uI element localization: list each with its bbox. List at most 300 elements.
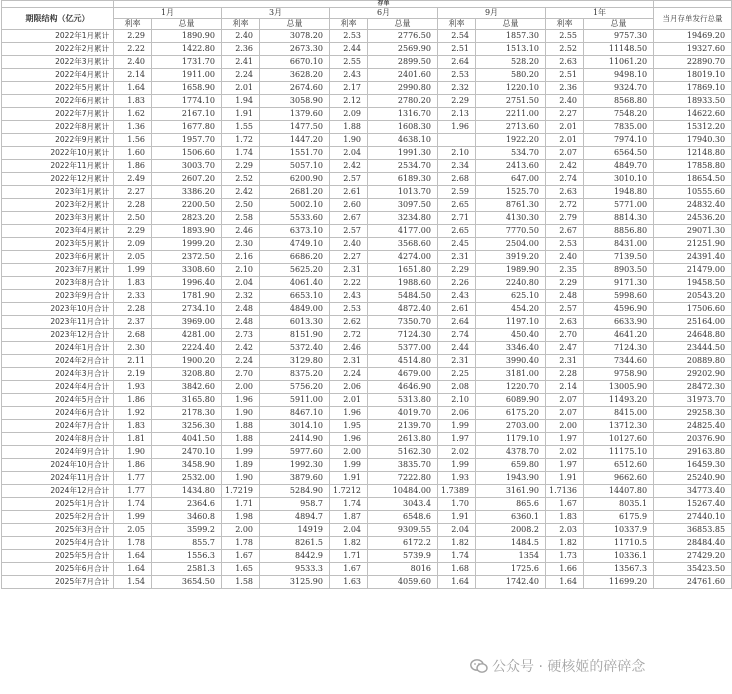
volume-cell: 1996.40 <box>152 277 222 290</box>
period-label: 2023年3月累计 <box>2 212 114 225</box>
volume-cell: 4749.10 <box>260 238 330 251</box>
rate-cell: 2.31 <box>438 355 476 368</box>
volume-cell: 1608.30 <box>368 121 438 134</box>
rate-cell: 1.99 <box>330 459 368 472</box>
table-row <box>2 537 732 550</box>
rate-cell: 1.91 <box>330 472 368 485</box>
volume-cell: 9498.10 <box>584 69 654 82</box>
monthly-total-cell: 14622.60 <box>654 108 732 121</box>
rate-cell: 2.02 <box>438 446 476 459</box>
volume-cell: 2534.70 <box>368 160 438 173</box>
volume-cell: 5911.00 <box>260 394 330 407</box>
volume-cell: 1434.80 <box>152 485 222 498</box>
monthly-total-cell: 27429.20 <box>654 550 732 563</box>
rate-cell: 1.99 <box>114 511 152 524</box>
rate-cell: 2.29 <box>438 95 476 108</box>
wechat-icon <box>470 658 488 674</box>
rate-cell: 1.73 <box>546 550 584 563</box>
rate-cell: 1.74 <box>222 147 260 160</box>
rate-cell: 1.71 <box>222 498 260 511</box>
volume-cell: 6172.2 <box>368 537 438 550</box>
rate-cell: 2.40 <box>546 251 584 264</box>
period-label: 2022年8月累计 <box>2 121 114 134</box>
table-row <box>2 251 732 264</box>
volume-cell: 1911.00 <box>152 69 222 82</box>
volume-cell: 4641.20 <box>584 329 654 342</box>
rate-cell: 2.58 <box>222 212 260 225</box>
volume-cell: 2178.30 <box>152 407 222 420</box>
rate-cell: 1.93 <box>114 381 152 394</box>
monthly-total-cell: 25240.90 <box>654 472 732 485</box>
monthly-total-cell: 20376.90 <box>654 433 732 446</box>
rate-cell: 1.7136 <box>546 485 584 498</box>
rate-cell: 2.74 <box>438 329 476 342</box>
period-label: 2024年9月合计 <box>2 446 114 459</box>
table-row <box>2 511 732 524</box>
rate-cell: 2.25 <box>438 368 476 381</box>
rate-cell: 1.98 <box>222 511 260 524</box>
rate-cell: 1.93 <box>438 472 476 485</box>
watermark <box>470 655 645 677</box>
volume-cell: 8568.80 <box>584 95 654 108</box>
rate-cell: 2.61 <box>330 186 368 199</box>
rate-cell: 2.55 <box>330 56 368 69</box>
rate-cell: 1.64 <box>114 82 152 95</box>
monthly-total-cell: 22890.70 <box>654 56 732 69</box>
rate-cell: 1.78 <box>114 537 152 550</box>
period-label: 2024年7月合计 <box>2 420 114 433</box>
rate-cell: 2.06 <box>438 407 476 420</box>
rate-cell: 2.46 <box>222 225 260 238</box>
period-label: 2024年12月合计 <box>2 485 114 498</box>
term-header-6m: 6月 <box>330 8 438 19</box>
rate-cell: 2.42 <box>222 186 260 199</box>
volume-cell: 3010.10 <box>584 173 654 186</box>
volume-cell: 13567.3 <box>584 563 654 576</box>
rate-cell: 1.99 <box>438 420 476 433</box>
table-row <box>2 394 732 407</box>
rate-cell: 2.40 <box>222 30 260 43</box>
table-row <box>2 420 732 433</box>
volume-cell: 3078.20 <box>260 30 330 43</box>
volume-cell: 6548.6 <box>368 511 438 524</box>
table-row <box>2 30 732 43</box>
table-row <box>2 225 732 238</box>
volume-cell: 1525.70 <box>476 186 546 199</box>
volume-cell: 1354 <box>476 550 546 563</box>
volume-cell: 3460.8 <box>152 511 222 524</box>
rate-cell: 1.83 <box>114 277 152 290</box>
table-row <box>2 264 732 277</box>
volume-cell: 7974.10 <box>584 134 654 147</box>
period-label: 2022年6月累计 <box>2 95 114 108</box>
monthly-total-cell: 29202.90 <box>654 368 732 381</box>
rate-cell: 2.01 <box>546 134 584 147</box>
volume-cell: 1922.20 <box>476 134 546 147</box>
rate-cell: 2.32 <box>438 82 476 95</box>
monthly-total-cell: 17869.10 <box>654 82 732 95</box>
volume-cell: 5313.80 <box>368 394 438 407</box>
volume-cell: 13712.30 <box>584 420 654 433</box>
table-row <box>2 290 732 303</box>
rate-cell: 2.63 <box>546 316 584 329</box>
rate-cell: 2.19 <box>114 368 152 381</box>
rate-cell: 2.36 <box>222 43 260 56</box>
volume-cell: 4019.70 <box>368 407 438 420</box>
volume-cell: 4061.40 <box>260 277 330 290</box>
volume-cell: 6175.9 <box>584 511 654 524</box>
volume-cell: 6633.90 <box>584 316 654 329</box>
monthly-total-cell: 18933.50 <box>654 95 732 108</box>
rate-cell: 2.67 <box>330 212 368 225</box>
table-row <box>2 498 732 511</box>
volume-cell: 3990.40 <box>476 355 546 368</box>
rate-cell: 1.94 <box>222 95 260 108</box>
monthly-total-cell: 17940.30 <box>654 134 732 147</box>
rate-cell: 1.91 <box>546 472 584 485</box>
volume-cell: 8761.30 <box>476 199 546 212</box>
volume-cell: 10336.1 <box>584 550 654 563</box>
rate-cell: 2.65 <box>438 199 476 212</box>
volume-cell: 9533.3 <box>260 563 330 576</box>
volume-cell: 5484.50 <box>368 290 438 303</box>
table-row <box>2 550 732 563</box>
volume-cell: 2364.6 <box>152 498 222 511</box>
table-row <box>2 69 732 82</box>
rate-cell: 2.70 <box>222 368 260 381</box>
rate-cell: 1.74 <box>330 498 368 511</box>
table-row <box>2 95 732 108</box>
term-header-row <box>2 8 732 19</box>
volume-cell: 6360.1 <box>476 511 546 524</box>
volume-cell: 2167.10 <box>152 108 222 121</box>
monthly-total-cell: 28472.30 <box>654 381 732 394</box>
volume-cell: 1991.30 <box>368 147 438 160</box>
rate-cell: 2.08 <box>438 381 476 394</box>
monthly-total-cell: 24825.40 <box>654 420 732 433</box>
table-row <box>2 147 732 160</box>
volume-cell: 6089.90 <box>476 394 546 407</box>
rate-cell: 1.7389 <box>438 485 476 498</box>
period-label: 2024年4月合计 <box>2 381 114 394</box>
volume-cell: 1316.70 <box>368 108 438 121</box>
rate-cell: 1.97 <box>438 433 476 446</box>
monthly-total-cell: 18654.50 <box>654 173 732 186</box>
rate-cell: 2.63 <box>546 186 584 199</box>
rate-cell: 2.48 <box>222 303 260 316</box>
table-row <box>2 472 732 485</box>
volume-cell: 2532.00 <box>152 472 222 485</box>
volume-cell: 9662.60 <box>584 472 654 485</box>
rate-cell: 2.40 <box>330 238 368 251</box>
rate-cell: 2.31 <box>546 355 584 368</box>
volume-cell: 5977.60 <box>260 446 330 459</box>
volume-cell: 1220.10 <box>476 82 546 95</box>
rate-cell <box>438 134 476 147</box>
rate-cell: 1.88 <box>222 420 260 433</box>
rate-cell: 2.32 <box>222 290 260 303</box>
volume-cell: 8467.10 <box>260 407 330 420</box>
monthly-total-cell: 15267.40 <box>654 498 732 511</box>
volume-cell: 2200.50 <box>152 199 222 212</box>
rate-cell: 2.52 <box>546 43 584 56</box>
table-row <box>2 303 732 316</box>
period-label: 2025年4月合计 <box>2 537 114 550</box>
rate-cell: 2.29 <box>438 264 476 277</box>
rate-cell: 2.16 <box>222 251 260 264</box>
volume-cell: 7350.70 <box>368 316 438 329</box>
rate-cell: 2.43 <box>330 69 368 82</box>
volume-cell: 2139.70 <box>368 420 438 433</box>
rate-cell: 1.96 <box>330 407 368 420</box>
rate-cell: 2.42 <box>330 160 368 173</box>
volume-cell: 1220.70 <box>476 381 546 394</box>
volume-cell: 2569.90 <box>368 43 438 56</box>
volume-cell: 6175.20 <box>476 407 546 420</box>
ncd-term-structure-table <box>1 0 732 589</box>
monthly-total-cell: 29163.80 <box>654 446 732 459</box>
title-row <box>2 1 732 8</box>
table-row <box>2 316 732 329</box>
period-label: 2023年10月合计 <box>2 303 114 316</box>
rate-cell: 2.26 <box>438 277 476 290</box>
volume-cell: 1943.90 <box>476 472 546 485</box>
rate-cell: 1.83 <box>546 511 584 524</box>
rate-cell: 2.24 <box>222 69 260 82</box>
volume-cell: 6200.90 <box>260 173 330 186</box>
rate-cell: 2.53 <box>330 30 368 43</box>
rate-cell: 1.65 <box>222 563 260 576</box>
monthly-total-cell: 20889.80 <box>654 355 732 368</box>
volume-cell: 2751.50 <box>476 95 546 108</box>
volume-cell: 2734.10 <box>152 303 222 316</box>
table-row <box>2 173 732 186</box>
volume-cell: 7770.50 <box>476 225 546 238</box>
volume-cell: 1992.30 <box>260 459 330 472</box>
period-label: 2022年10月累计 <box>2 147 114 160</box>
rate-cell: 2.45 <box>438 238 476 251</box>
rate-cell: 1.90 <box>114 446 152 459</box>
volume-cell: 1677.80 <box>152 121 222 134</box>
volume-cell: 5625.20 <box>260 264 330 277</box>
volume-cell: 2211.00 <box>476 108 546 121</box>
rate-cell: 2.02 <box>546 446 584 459</box>
volume-cell: 1556.3 <box>152 550 222 563</box>
rate-cell: 2.03 <box>546 524 584 537</box>
rate-cell: 2.51 <box>546 69 584 82</box>
term-header-1m: 1月 <box>114 8 222 19</box>
volume-cell: 11710.5 <box>584 537 654 550</box>
volume-cell: 8856.80 <box>584 225 654 238</box>
period-label: 2022年1月累计 <box>2 30 114 43</box>
rate-cell: 1.96 <box>330 433 368 446</box>
volume-cell: 13005.90 <box>584 381 654 394</box>
rate-cell: 1.58 <box>222 576 260 589</box>
volume-cell: 2240.80 <box>476 277 546 290</box>
volume-cell: 3458.90 <box>152 459 222 472</box>
volume-cell: 4041.50 <box>152 433 222 446</box>
volume-cell: 3835.70 <box>368 459 438 472</box>
rate-cell: 1.86 <box>114 160 152 173</box>
volume-cell: 1551.70 <box>260 147 330 160</box>
volume-cell: 1999.20 <box>152 238 222 251</box>
rate-cell: 1.99 <box>222 446 260 459</box>
volume-cell: 1484.5 <box>476 537 546 550</box>
rate-header: 利率 <box>114 19 152 30</box>
volume-cell: 1379.60 <box>260 108 330 121</box>
monthly-total-cell: 21479.00 <box>654 264 732 277</box>
volume-cell: 647.00 <box>476 173 546 186</box>
volume-cell: 3628.20 <box>260 69 330 82</box>
volume-cell: 6013.30 <box>260 316 330 329</box>
rate-cell: 1.96 <box>438 121 476 134</box>
volume-cell: 4646.90 <box>368 381 438 394</box>
rate-cell: 1.90 <box>222 472 260 485</box>
volume-cell: 2401.60 <box>368 69 438 82</box>
monthly-total-cell: 21251.90 <box>654 238 732 251</box>
rate-cell: 2.71 <box>438 212 476 225</box>
term-header-3m: 3月 <box>222 8 330 19</box>
term-header-9m: 9月 <box>438 8 546 19</box>
volume-cell: 1857.30 <box>476 30 546 43</box>
period-label: 2022年9月累计 <box>2 134 114 147</box>
volume-cell: 1658.90 <box>152 82 222 95</box>
rate-cell: 2.06 <box>330 381 368 394</box>
rate-cell: 2.49 <box>114 173 152 186</box>
rate-cell: 1.88 <box>330 121 368 134</box>
volume-cell: 9171.30 <box>584 277 654 290</box>
rate-cell: 2.24 <box>222 355 260 368</box>
period-label: 2024年2月合计 <box>2 355 114 368</box>
monthly-total-cell: 24761.60 <box>654 576 732 589</box>
volume-cell: 2780.20 <box>368 95 438 108</box>
volume-cell: 6686.20 <box>260 251 330 264</box>
rate-cell: 1.90 <box>222 407 260 420</box>
rate-cell: 2.70 <box>546 329 584 342</box>
rate-cell: 2.07 <box>546 394 584 407</box>
volume-cell: 8415.00 <box>584 407 654 420</box>
rate-cell: 2.05 <box>114 524 152 537</box>
volume-cell: 6653.10 <box>260 290 330 303</box>
volume-cell: 4130.30 <box>476 212 546 225</box>
monthly-total-cell: 28484.40 <box>654 537 732 550</box>
rate-cell: 1.64 <box>114 563 152 576</box>
volume-cell: 3003.70 <box>152 160 222 173</box>
monthly-total-cell: 24391.40 <box>654 251 732 264</box>
volume-cell: 2470.10 <box>152 446 222 459</box>
rate-cell: 2.67 <box>546 225 584 238</box>
rate-cell: 2.50 <box>222 199 260 212</box>
volume-cell: 5756.20 <box>260 381 330 394</box>
period-label: 2025年3月合计 <box>2 524 114 537</box>
rate-cell: 2.74 <box>546 173 584 186</box>
period-label: 2023年7月累计 <box>2 264 114 277</box>
monthly-total-cell: 34773.40 <box>654 485 732 498</box>
volume-cell: 9309.55 <box>368 524 438 537</box>
volume-cell: 3346.40 <box>476 342 546 355</box>
table-row <box>2 459 732 472</box>
volume-cell: 450.40 <box>476 329 546 342</box>
volume-cell: 1781.90 <box>152 290 222 303</box>
table-title: 存单 <box>114 1 654 8</box>
table-row <box>2 186 732 199</box>
volume-cell: 4872.40 <box>368 303 438 316</box>
volume-cell: 4177.00 <box>368 225 438 238</box>
rate-cell: 2.33 <box>114 290 152 303</box>
monthly-total-cell: 16459.30 <box>654 459 732 472</box>
rate-cell: 2.73 <box>222 329 260 342</box>
volume-cell: 11148.50 <box>584 43 654 56</box>
period-label: 2025年5月合计 <box>2 550 114 563</box>
volume-cell: 1506.60 <box>152 147 222 160</box>
rate-cell: 2.04 <box>438 524 476 537</box>
monthly-total-cell: 36853.85 <box>654 524 732 537</box>
table-row <box>2 238 732 251</box>
volume-cell: 5057.10 <box>260 160 330 173</box>
rate-cell: 2.36 <box>546 82 584 95</box>
rate-cell: 2.44 <box>330 43 368 56</box>
rate-cell: 1.74 <box>114 498 152 511</box>
monthly-total-cell: 15312.20 <box>654 121 732 134</box>
rate-cell: 2.57 <box>330 225 368 238</box>
monthly-total-cell: 24648.80 <box>654 329 732 342</box>
rate-cell: 1.56 <box>114 134 152 147</box>
rate-cell: 1.72 <box>222 134 260 147</box>
volume-cell: 8151.90 <box>260 329 330 342</box>
rate-cell: 2.53 <box>438 69 476 82</box>
table-row <box>2 212 732 225</box>
volume-cell: 14919 <box>260 524 330 537</box>
volume-cell: 958.7 <box>260 498 330 511</box>
table-row <box>2 433 732 446</box>
rate-cell: 1.54 <box>114 576 152 589</box>
rate-cell: 2.57 <box>546 303 584 316</box>
volume-cell: 8431.00 <box>584 238 654 251</box>
volume-cell: 6373.10 <box>260 225 330 238</box>
volume-cell: 1447.20 <box>260 134 330 147</box>
volume-cell: 2372.50 <box>152 251 222 264</box>
volume-cell: 3014.10 <box>260 420 330 433</box>
volume-cell: 3208.80 <box>152 368 222 381</box>
rate-cell: 1.64 <box>546 576 584 589</box>
rate-cell: 2.61 <box>438 303 476 316</box>
rate-cell: 2.59 <box>438 186 476 199</box>
rate-cell: 1.60 <box>114 147 152 160</box>
monthly-total-cell: 19327.60 <box>654 43 732 56</box>
volume-cell: 7139.50 <box>584 251 654 264</box>
period-label: 2022年3月累计 <box>2 56 114 69</box>
volume-cell: 6512.60 <box>584 459 654 472</box>
volume-cell: 3308.60 <box>152 264 222 277</box>
period-label: 2025年1月合计 <box>2 498 114 511</box>
volume-cell: 4679.00 <box>368 368 438 381</box>
rate-cell: 2.29 <box>546 277 584 290</box>
volume-cell: 11493.20 <box>584 394 654 407</box>
volume-cell: 865.6 <box>476 498 546 511</box>
volume-cell: 1890.90 <box>152 30 222 43</box>
rate-cell: 2.27 <box>114 186 152 199</box>
rate-cell: 2.04 <box>330 524 368 537</box>
period-label: 2023年4月累计 <box>2 225 114 238</box>
volume-cell: 4849.70 <box>584 160 654 173</box>
rate-cell: 2.43 <box>330 290 368 303</box>
volume-cell: 11699.20 <box>584 576 654 589</box>
period-label: 2024年10月合计 <box>2 459 114 472</box>
rate-cell: 2.44 <box>438 342 476 355</box>
rate-cell: 2.40 <box>114 56 152 69</box>
volume-cell: 2414.90 <box>260 433 330 446</box>
period-label: 2023年9月合计 <box>2 290 114 303</box>
